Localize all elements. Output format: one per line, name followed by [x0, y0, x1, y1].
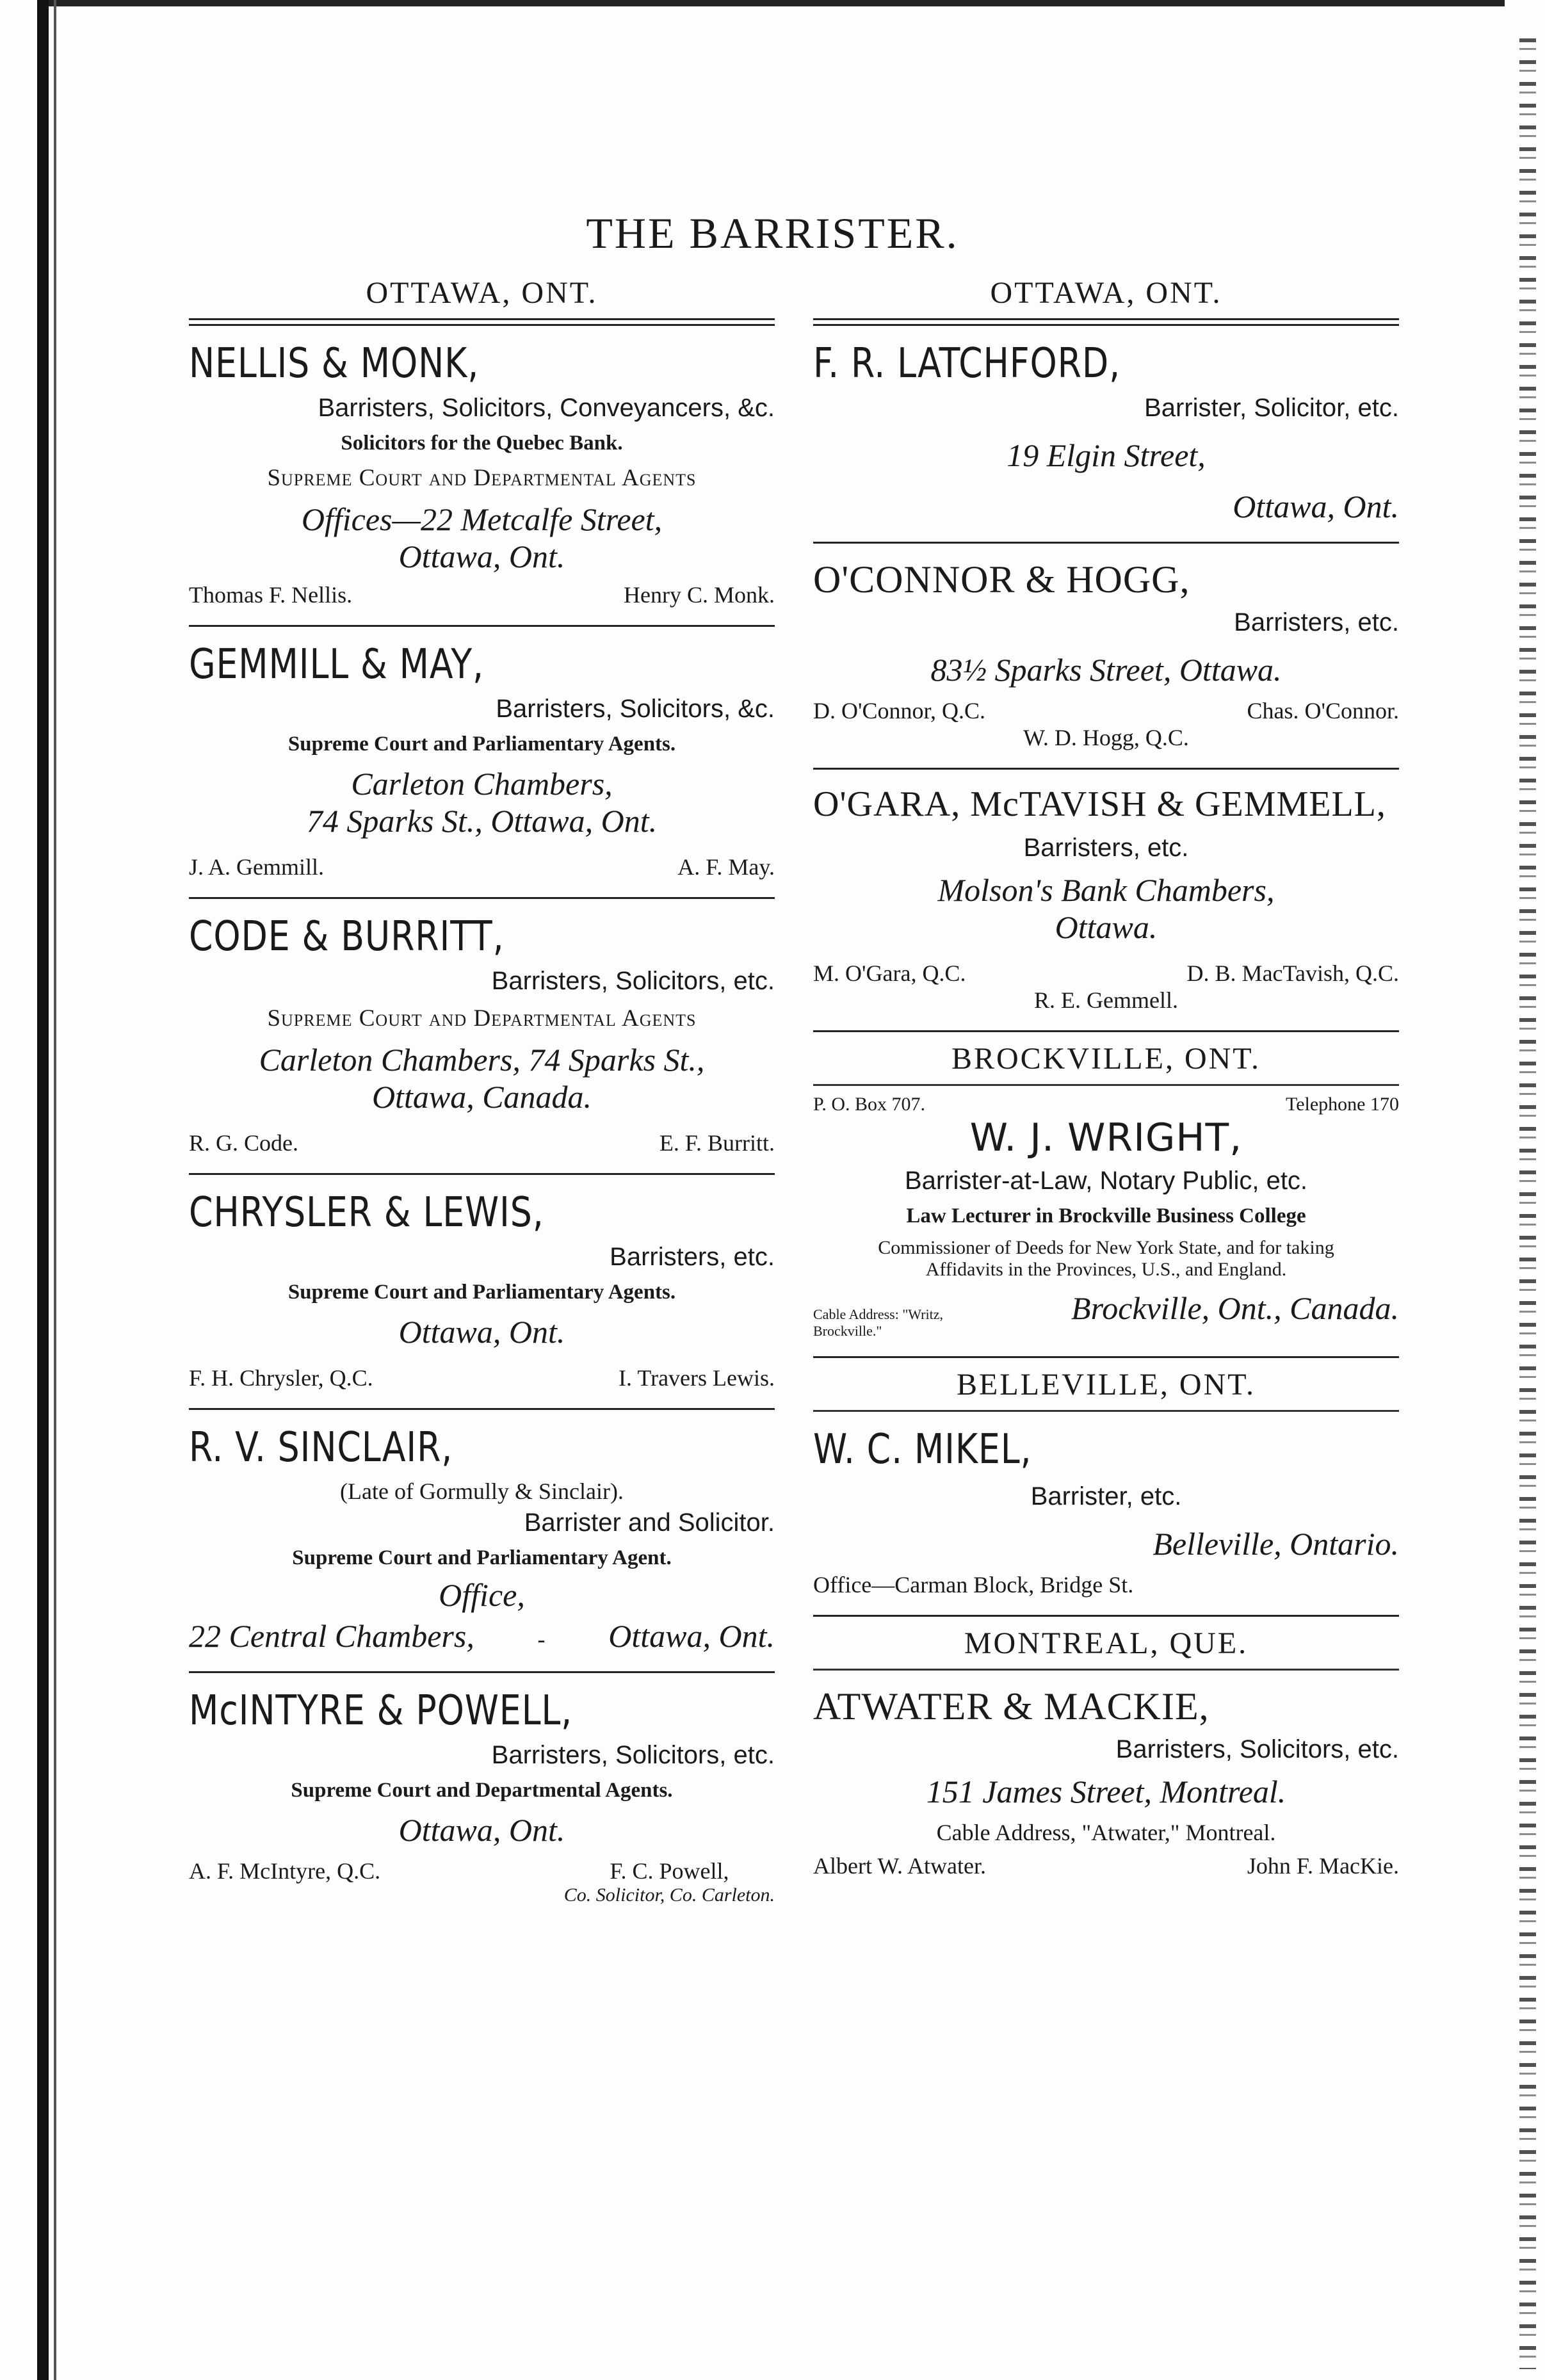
partner-title: Co. Solicitor, Co. Carleton. [563, 1884, 775, 1906]
telephone: Telephone 170 [1285, 1094, 1399, 1115]
firm-address: Offices—22 Metcalfe Street, [301, 501, 663, 537]
card-wright [813, 1086, 1399, 1358]
card-code-burritt [189, 899, 775, 1175]
firm-name: CODE & BURRITT, [189, 913, 505, 960]
partner-name: Albert W. Atwater. [813, 1853, 986, 1879]
scan-edge-left [37, 0, 49, 2380]
partner-name: R. G. Code. [189, 1130, 298, 1156]
partner-names [189, 1858, 775, 1906]
card-ogara-mctavish-gemmell [813, 770, 1399, 1032]
firm-name: NELLIS & MONK, [189, 340, 480, 387]
partner-name: M. O'Gara, Q.C. [813, 960, 966, 986]
firm-address: Ottawa, Ont. [398, 538, 565, 574]
po-box: P. O. Box 707. [813, 1094, 926, 1115]
partner-name-block [564, 1858, 775, 1906]
partner-names [189, 1364, 775, 1391]
firm-name: F. R. LATCHFORD, [813, 340, 1121, 387]
partner-name: D. O'Connor, Q.C. [813, 698, 986, 724]
firm-address: Brockville, Ont., Canada. [1071, 1290, 1399, 1326]
card-atwater-mackie [813, 1671, 1399, 1896]
firm-note: Supreme Court and Departmental Agents [267, 465, 697, 491]
firm-name: McINTYRE & POWELL, [189, 1687, 573, 1735]
firm-description: Barristers, etc. [610, 1243, 775, 1271]
card-nellis-monk [189, 326, 775, 627]
firm-note: Supreme Court and Parliamentary Agent. [292, 1546, 672, 1569]
partner-name: Thomas F. Nellis. [189, 582, 353, 608]
firm-address-line [189, 1617, 775, 1655]
partner-name: Chas. O'Connor. [1247, 698, 1399, 724]
firm-name: ATWATER & MACKIE, [813, 1685, 1209, 1728]
firm-name: O'GARA, McTAVISH & GEMMELL, [813, 784, 1386, 824]
card-chrysler-lewis [189, 1175, 775, 1410]
left-column [189, 275, 775, 1923]
firm-address: Ottawa, Ont. [608, 1618, 775, 1654]
firm-note: Solicitors for the Quebec Bank. [341, 432, 623, 455]
firm-description: Barristers, Solicitors, etc. [491, 1741, 775, 1769]
partner-name: A. F. McIntyre, Q.C. [189, 1858, 381, 1884]
firm-name: GEMMILL & MAY, [189, 641, 484, 688]
location-heading: OTTAWA, ONT. [366, 276, 598, 310]
scan-edge-left-line [54, 0, 56, 2380]
firm-address: 19 Elgin Street, [1007, 437, 1206, 473]
card-sinclair [189, 1410, 775, 1673]
card-oconnor-hogg [813, 544, 1399, 770]
partner-names [813, 960, 1399, 987]
firm-description: Barrister-at-Law, Notary Public, etc. [904, 1167, 1308, 1195]
firm-description: Barristers, Solicitors, etc. [491, 967, 775, 995]
firm-address: Ottawa, Ont. [398, 1812, 565, 1848]
firm-description: Barrister, Solicitor, etc. [1144, 394, 1399, 422]
firm-address: Molson's Bank Chambers, [937, 872, 1275, 908]
firm-description: Barrister, etc. [1030, 1482, 1182, 1510]
partner-names [189, 854, 775, 880]
firm-address: Office, [439, 1577, 525, 1613]
partner-name: J. A. Gemmill. [189, 854, 325, 880]
firm-name: O'CONNOR & HOGG, [813, 558, 1190, 601]
firm-address: 83½ Sparks Street, Ottawa. [930, 652, 1282, 688]
location-heading: BROCKVILLE, ONT. [951, 1042, 1261, 1076]
firm-description: Barristers, etc. [1234, 608, 1399, 636]
firm-note: Supreme Court and Departmental Agents [267, 1005, 697, 1032]
card-gemmill-may [189, 627, 775, 899]
scan-edge-right [1519, 38, 1536, 2369]
firm-address: Carleton Chambers, 74 Sparks St., [259, 1042, 705, 1078]
firm-description: Barristers, Solicitors, &c. [496, 695, 775, 723]
firm-name: W. C. MIKEL, [813, 1426, 1032, 1473]
partner-name: E. F. Burritt. [659, 1130, 775, 1156]
partner-names [813, 697, 1399, 724]
firm-address: Ottawa. [1055, 909, 1158, 945]
card-mcintyre-powell [189, 1673, 775, 1923]
partner-name: F. C. Powell, [610, 1858, 729, 1884]
divider [189, 318, 775, 326]
location-heading: BELLEVILLE, ONT. [957, 1368, 1256, 1402]
contact-line [813, 1094, 1399, 1115]
address-dash: - [537, 1626, 546, 1652]
running-title: THE BARRISTER. [586, 209, 959, 257]
partner-names [813, 1852, 1399, 1879]
cable-line [813, 1290, 1399, 1340]
firm-address: Ottawa, Canada. [371, 1079, 592, 1115]
partner-name: A. F. May. [677, 854, 775, 880]
cable-address: Cable Address, "Atwater," Montreal. [936, 1820, 1276, 1845]
firm-address: Ottawa, Ont. [398, 1314, 565, 1350]
firm-description: Barrister and Solicitor. [524, 1509, 775, 1537]
cable-address: Cable Address: "Writz, Brockville." [813, 1306, 943, 1339]
firm-address: Carleton Chambers, [351, 766, 613, 802]
scan-edge-top [38, 0, 1505, 6]
divider [813, 318, 1399, 326]
right-column [813, 275, 1399, 1896]
partner-names [189, 1129, 775, 1156]
partner-name: F. H. Chrysler, Q.C. [189, 1365, 373, 1391]
firm-note: Supreme Court and Parliamentary Agents. [287, 1281, 676, 1304]
partner-name: I. Travers Lewis. [619, 1365, 775, 1391]
firm-note: (Late of Gormully & Sinclair). [340, 1478, 624, 1504]
firm-name: R. V. SINCLAIR, [189, 1424, 453, 1471]
card-mikel [813, 1412, 1399, 1617]
firm-note: Supreme Court and Parliamentary Agents. [287, 733, 676, 756]
firm-description: Barristers, Solicitors, Conveyancers, &c. [318, 394, 775, 422]
partner-name: D. B. MacTavish, Q.C. [1186, 960, 1399, 986]
firm-address: 151 James Street, Montreal. [926, 1774, 1286, 1809]
partner-name: Henry C. Monk. [624, 582, 775, 608]
office-address: Office—Carman Block, Bridge St. [813, 1572, 1134, 1598]
firm-address: Belleville, Ontario. [1153, 1526, 1399, 1562]
location-heading: MONTREAL, QUE. [964, 1626, 1249, 1660]
firm-name: CHRYSLER & LEWIS, [189, 1189, 544, 1236]
partner-name: John F. MacKie. [1247, 1853, 1399, 1879]
firm-note: Supreme Court and Departmental Agents. [291, 1779, 673, 1802]
partner-name: W. D. Hogg, Q.C. [1023, 725, 1189, 750]
firm-name: W. J. WRIGHT, [969, 1115, 1243, 1160]
firm-address: Ottawa, Ont. [1233, 489, 1399, 524]
firm-note: Commissioner of Deeds for New York State, and for taking Affidavits in the Provinces, U.S., and England. [878, 1237, 1334, 1280]
location-heading: OTTAWA, ONT. [990, 276, 1222, 310]
partner-names [189, 581, 775, 608]
firm-description: Barristers, etc. [1023, 834, 1189, 862]
partner-name: R. E. Gemmell. [1034, 987, 1178, 1013]
firm-address: 22 Central Chambers, [189, 1618, 474, 1654]
firm-description: Barristers, Solicitors, etc. [1115, 1735, 1399, 1763]
firm-address: 74 Sparks St., Ottawa, Ont. [306, 803, 658, 839]
card-latchford [813, 326, 1399, 544]
firm-note: Law Lecturer in Brockville Business College [906, 1204, 1306, 1227]
